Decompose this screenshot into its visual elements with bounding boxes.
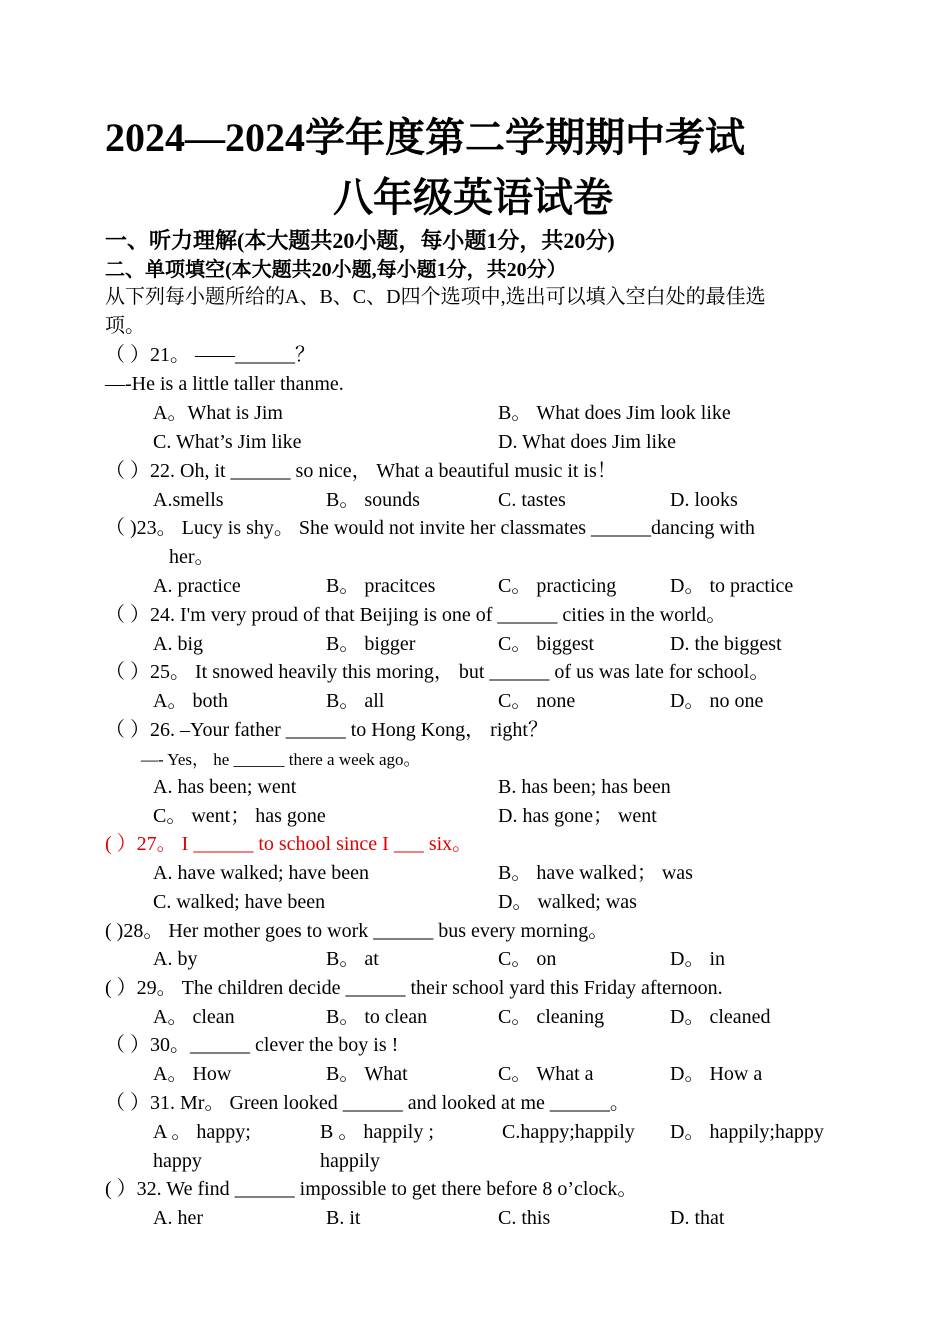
option-31-d: D。 happily;happy xyxy=(670,1121,824,1143)
option-23-c: C。 practicing xyxy=(498,575,617,597)
question-stem-28: ( )28。 Her mother goes to work ______ bus every morning。 xyxy=(105,920,609,942)
option-30-c: C。 What a xyxy=(498,1063,594,1085)
option-25-d: D。 no one xyxy=(670,690,764,712)
question-stem-22: （ ）22. Oh, it ______ so nice， What a beautiful music it is！ xyxy=(105,460,617,482)
option-27-a: A. have walked; have been xyxy=(153,862,370,884)
option-32-b: B. it xyxy=(326,1207,361,1229)
option-22-a: A.smells xyxy=(153,489,224,511)
question-stem-25: （ ）25。 It snowed heavily this moring， but ______ of us was late for school。 xyxy=(105,661,770,683)
option-30-b: B。 What xyxy=(326,1063,408,1085)
option-22-d: D. looks xyxy=(670,489,738,511)
question-stem-21-reply: —-He is a little taller thanme. xyxy=(105,373,344,395)
option-31-c: C.happy;happily xyxy=(502,1121,635,1143)
option-29-b: B。 to clean xyxy=(326,1006,428,1028)
option-21-b: B。 What does Jim look like xyxy=(498,402,731,424)
option-31-a: A 。 happy; happy xyxy=(153,1121,251,1172)
option-28-d: D。 in xyxy=(670,948,725,970)
instructions-line: 项。 xyxy=(105,315,145,337)
option-30-d: D。 How a xyxy=(670,1063,763,1085)
section-listening-heading: 一、听力理解(本大题共20小题，每小题1分，共20分) xyxy=(105,228,615,253)
question-stem-32: ( ）32. We find ______ impossible to get there before 8 o’clock。 xyxy=(105,1178,638,1200)
option-25-c: C。 none xyxy=(498,690,576,712)
question-stem-29: ( ）29。 The children decide ______ their school yard this Friday afternoon. xyxy=(105,977,723,999)
exam-subtitle: 八年级英语试卷 xyxy=(333,175,613,220)
option-25-b: B。 all xyxy=(326,690,385,712)
option-24-d: D. the biggest xyxy=(670,633,782,655)
option-25-a: A。 both xyxy=(153,690,228,712)
option-32-d: D. that xyxy=(670,1207,725,1229)
option-23-d: D。 to practice xyxy=(670,575,794,597)
option-29-d: D。 cleaned xyxy=(670,1006,771,1028)
question-stem-31: （ ）31. Mr。 Green looked ______ and looked at me ______。 xyxy=(105,1092,630,1114)
option-29-a: A。 clean xyxy=(153,1006,235,1028)
option-29-c: C。 cleaning xyxy=(498,1006,605,1028)
option-30-a: A。 How xyxy=(153,1063,232,1085)
option-23-b: B。 pracitces xyxy=(326,575,436,597)
option-23-a: A. practice xyxy=(153,575,241,597)
instructions-line: 从下列每小题所给的A、B、C、D四个选项中,选出可以填入空白处的最佳选 xyxy=(105,286,766,308)
option-21-d: D. What does Jim like xyxy=(498,431,676,453)
option-27-d: D。 walked; was xyxy=(498,891,637,913)
option-26-c: C。 went； has gone xyxy=(153,805,326,827)
question-stem-23-cont: her。 xyxy=(169,546,215,568)
option-28-b: B。 at xyxy=(326,948,379,970)
exam-title: 2024—2024学年度第二学期期中考试 xyxy=(105,115,745,160)
option-22-c: C. tastes xyxy=(498,489,566,511)
option-21-a: A。What is Jim xyxy=(153,402,283,424)
option-31-b: B 。 happily ; happily xyxy=(320,1121,434,1172)
question-stem-24: （ ）24. I'm very proud of that Beijing is one of ______ cities in the world。 xyxy=(105,604,727,626)
question-stem-30: （ ）30。______ clever the boy is ! xyxy=(105,1034,399,1056)
question-stem-21: （ ）21。 ——______？ xyxy=(105,344,315,366)
option-26-d: D. has gone； went xyxy=(498,805,657,827)
option-32-c: C. this xyxy=(498,1207,551,1229)
option-26-b: B. has been; has been xyxy=(498,776,671,798)
option-26-a: A. has been; went xyxy=(153,776,297,798)
question-stem-23: （ )23。 Lucy is shy。 She would not invite her classmates ______dancing with xyxy=(105,517,755,539)
option-27-c: C. walked; have been xyxy=(153,891,326,913)
option-24-c: C。 biggest xyxy=(498,633,595,655)
option-28-a: A. by xyxy=(153,948,198,970)
option-27-b: B。 have walked； was xyxy=(498,862,693,884)
section-multiple-choice-heading: 二、单项填空(本大题共20小题,每小题1分，共20分） xyxy=(105,259,567,281)
question-stem-27: ( ）27。 I ______ to school since I ___ six。 xyxy=(105,833,473,855)
option-28-c: C。 on xyxy=(498,948,557,970)
question-stem-26: （ ）26. –Your father ______ to Hong Kong， right？ xyxy=(105,719,548,741)
question-stem-26-reply: —- Yes， he ______ there a week ago。 xyxy=(141,750,421,769)
option-24-b: B。 bigger xyxy=(326,633,416,655)
option-32-a: A. her xyxy=(153,1207,203,1229)
option-21-c: C. What’s Jim like xyxy=(153,431,302,453)
option-22-b: B。 sounds xyxy=(326,489,420,511)
option-24-a: A. big xyxy=(153,633,203,655)
